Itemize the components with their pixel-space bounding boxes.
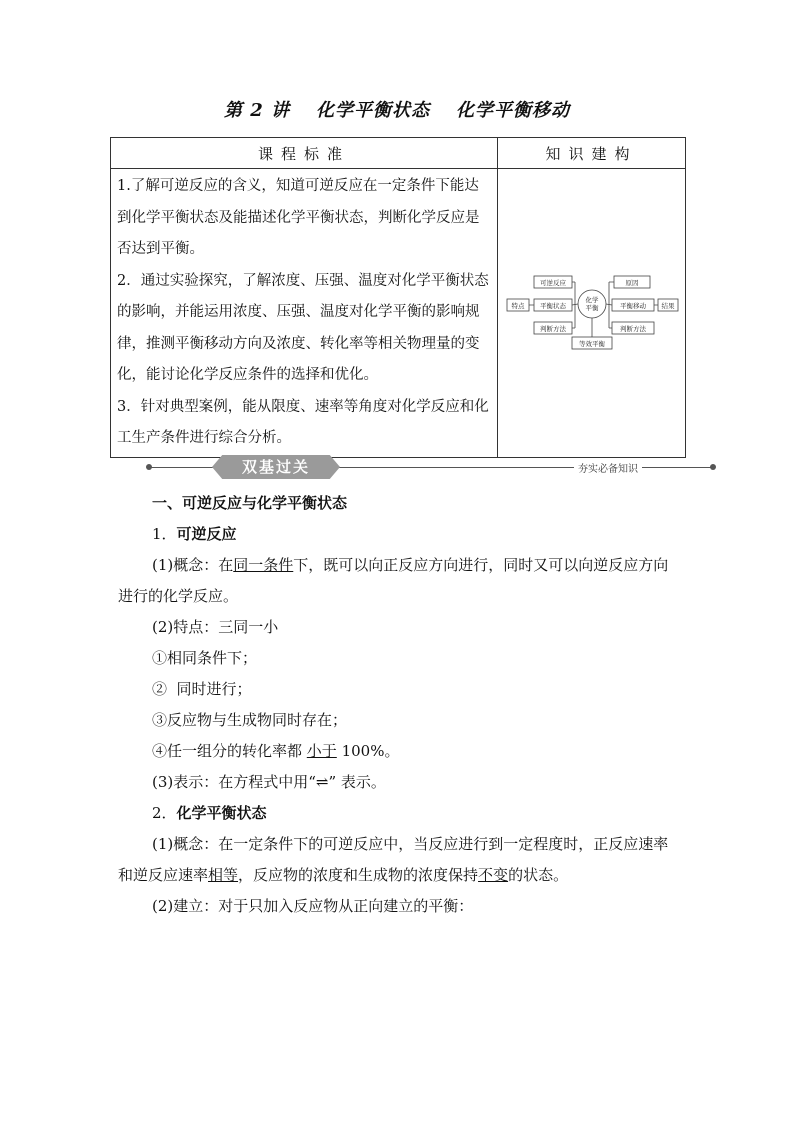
representation-line [118,767,678,798]
map-node-equivalent: 等效平衡 [578,339,605,348]
eq-concept-answer-2: 不变 [478,866,509,884]
concept-suffix: 下，既可以向正反应方向进行，同时又可以向逆反应方向进行的化学反应。 [118,556,669,605]
standards-cell [111,169,498,458]
lesson-number: 第 2 讲 [223,100,291,121]
curriculum-table [110,137,686,458]
eq-concept-answer-1: 相等 [208,866,239,884]
feature-line: (2)特点：三同一小 [152,618,279,636]
banner-sublabel: 夯实必备知识 [574,460,642,475]
title-part-equilibrium-state: 化学平衡状态 [316,100,431,121]
feature-4-prefix: ④任一组分的转化率都 [152,742,307,760]
representation-suffix: ” 表示。 [328,773,386,791]
feature-4-suffix: 100%。 [336,742,400,760]
feature-4-answer: 小于 [306,742,337,760]
concept-answer: 同一条件 [233,556,294,574]
concept-prefix: (1)概念：在 [152,556,234,574]
feature-item-4 [118,736,678,767]
map-node-shift: 平衡移动 [619,301,646,310]
map-node-eq-state: 平衡状态 [539,301,566,310]
equilibrium-concept-paragraph [118,829,678,891]
concept-paragraph [118,550,678,612]
subheading-number-2: 2． [152,804,177,822]
establish-line: (2)建立：对于只加入反应物从正向建立的平衡： [152,897,474,915]
map-node-reversible: 可逆反应 [539,278,566,287]
section-heading-1: 一、可逆反应与化学平衡状态 [152,494,348,512]
feature-item-3: ③反应物与生成物同时存在； [152,711,348,729]
title-part-equilibrium-shift: 化学平衡移动 [456,100,571,121]
map-node-result: 结果 [661,301,674,310]
subheading-number: 1． [152,525,177,543]
eq-concept-suffix: 的状态。 [508,866,569,884]
representation-prefix: (3)表示：在方程式中用“ [152,773,316,791]
section-banner [150,453,712,481]
map-center-label-2: 平衡 [585,303,598,312]
subheading-equilibrium [118,798,678,829]
main-content [118,488,678,922]
feature-item-2: ② 同时进行； [152,680,252,698]
subheading-title: 可逆反应 [176,525,237,543]
concept-map-cell [498,169,686,458]
banner-dot-right [710,464,716,470]
banner-dot-left [146,464,152,470]
header-curriculum-standards: 课程标准 [111,138,498,169]
standard-item-3: 3．针对典型案例，能从限度、速率等角度对化学反应和化工生产条件进行综合分析。 [117,398,489,446]
map-center-label-1: 化学 [585,295,598,304]
standard-item-1: 1.了解可逆反应的含义，知道可逆反应在一定条件下能达到化学平衡状态及能描述化学平衡状态，判断化学反应是否达到平衡。 [117,178,480,257]
feature-item-1: ①相同条件下； [152,649,258,667]
banner-label: 双基过关 [241,458,310,476]
map-node-judge-left: 判断方法 [539,324,566,333]
page-title [0,96,794,122]
map-node-judge-right: 判断方法 [619,324,646,333]
eq-concept-prefix: (1)概念：在一定条件下的可逆反应中，当反应进行到一定程度时，正反应速率和逆反应速率 [118,835,669,884]
subheading-reversible [118,519,678,550]
standard-item-2: 2．通过实验探究，了解浓度、压强、温度对化学平衡状态的影响，并能运用浓度、压强、温度对化学平衡的影响规律，推测平衡移动方向及浓度、转化率等相关物理量的变化，能讨论化学反应条件的选择和优化。 [117,272,489,383]
map-node-cause: 原因 [625,278,638,287]
map-node-features: 特点 [511,301,524,310]
header-knowledge-construction: 知识建构 [498,138,686,169]
concept-map-diagram [504,256,680,366]
subheading-title-2: 化学平衡状态 [176,804,267,822]
eq-concept-middle: ，反应物的浓度和生成物的浓度保持 [238,866,479,884]
reversible-arrow-symbol: ⇌ [315,773,329,791]
